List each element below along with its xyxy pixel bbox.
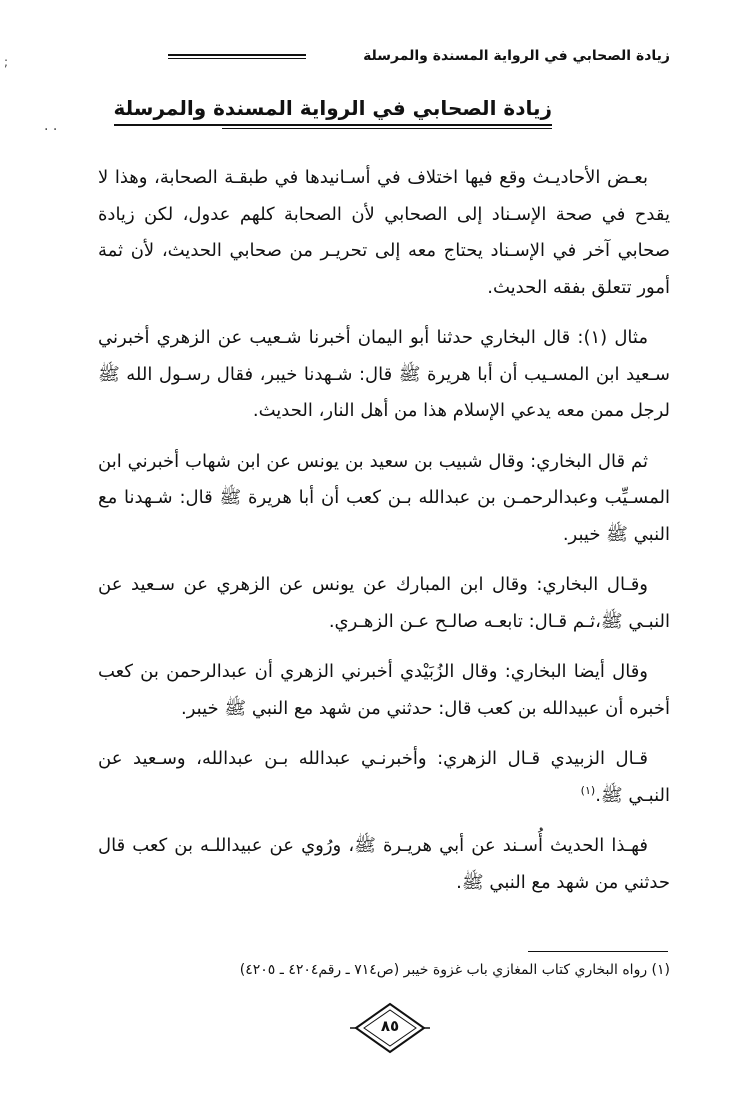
header-rule bbox=[168, 54, 306, 59]
footnote: (١) رواه البخاري كتاب المغازي باب غزوة خيبر (ص٧١٤ ـ رقم٤٢٠٤ ـ ٤٢٠٥) bbox=[239, 962, 670, 978]
paragraph-7: فهـذا الحديث أُسـند عن أبي هريـرة ﷺ، ورُوي عن عبيداللـه بن كعب قال حدثني من شهد مع النبي ﷺ. bbox=[98, 835, 670, 893]
paragraph-6-text: قـال الزبيدي قـال الزهري: وأخبرنـي عبدالله بـن عبدالله، وسـعيد عن النبـي ﷺ. bbox=[98, 748, 670, 806]
paragraph-5: وقال أيضا البخاري: وقال الزُبَيْدي أخبرني الزهري أن عبدالرحمن بن كعب أخبره أن عبيدالله بن كعب قال: حدثني من شهد مع النبي ﷺ خيبر. bbox=[98, 661, 670, 719]
footnote-separator bbox=[528, 951, 668, 952]
page-title: زيادة الصحابي في الرواية المسندة والمرسلة bbox=[114, 96, 552, 126]
margin-mark: · · bbox=[44, 122, 58, 138]
paragraph-6 bbox=[98, 741, 670, 814]
paragraph-1: بعـض الأحاديـث وقع فيها اختلاف في أسـانيدها في طبقـة الصحابة، وهذا لا يقدح في صحة الإسـناد إلى الصحابي لأن الصحابة كلهم عدول، لكن زيادة صحابي آخر في الإسـناد يحتاج معه إلى تحريـر من صحابي الحديث، لأن ثمة أمور تتعلق بفقه الحديث. bbox=[98, 167, 670, 298]
running-header bbox=[98, 46, 670, 74]
body-text bbox=[98, 160, 670, 915]
page-number: ٨٥ bbox=[380, 1017, 400, 1035]
footnote-reference: (١) bbox=[580, 783, 596, 797]
paragraph-2: مثال (١): قال البخاري حدثنا أبو اليمان أخبرنا شـعيب عن الزهري أخبرني سـعيد ابن المسـيب أن أبا هريرة ﷺ قال: شـهدنا خيبر، فقال رسـول الله ﷺ لرجل ممن معه يدعي الإسلام هذا من أهل النار، الحديث. bbox=[98, 327, 670, 421]
running-header-text: زيادة الصحابي في الرواية المسندة والمرسلة bbox=[363, 48, 670, 64]
page-title-block bbox=[113, 96, 552, 129]
edge-mark: ; bbox=[4, 55, 9, 69]
paragraph-3: ثم قال البخاري: وقال شبيب بن سعيد بن يونس عن ابن شهاب أخبرني ابن المسـيِّب وعبدالرحمـن بن عبدالله بـن كعب أن أبا هريرة ﷺ قال: شـهدنا مع النبي ﷺ خيبر. bbox=[98, 450, 670, 545]
paragraph-4: وقـال البخاري: وقال ابن المبارك عن يونس عن الزهري عن سـعيد عن النبـي ﷺ،ثـم قـال: تابعـه صالـح عـن الزهـري. bbox=[98, 574, 670, 632]
title-underline bbox=[222, 128, 552, 129]
page-number-ornament bbox=[350, 1000, 430, 1056]
